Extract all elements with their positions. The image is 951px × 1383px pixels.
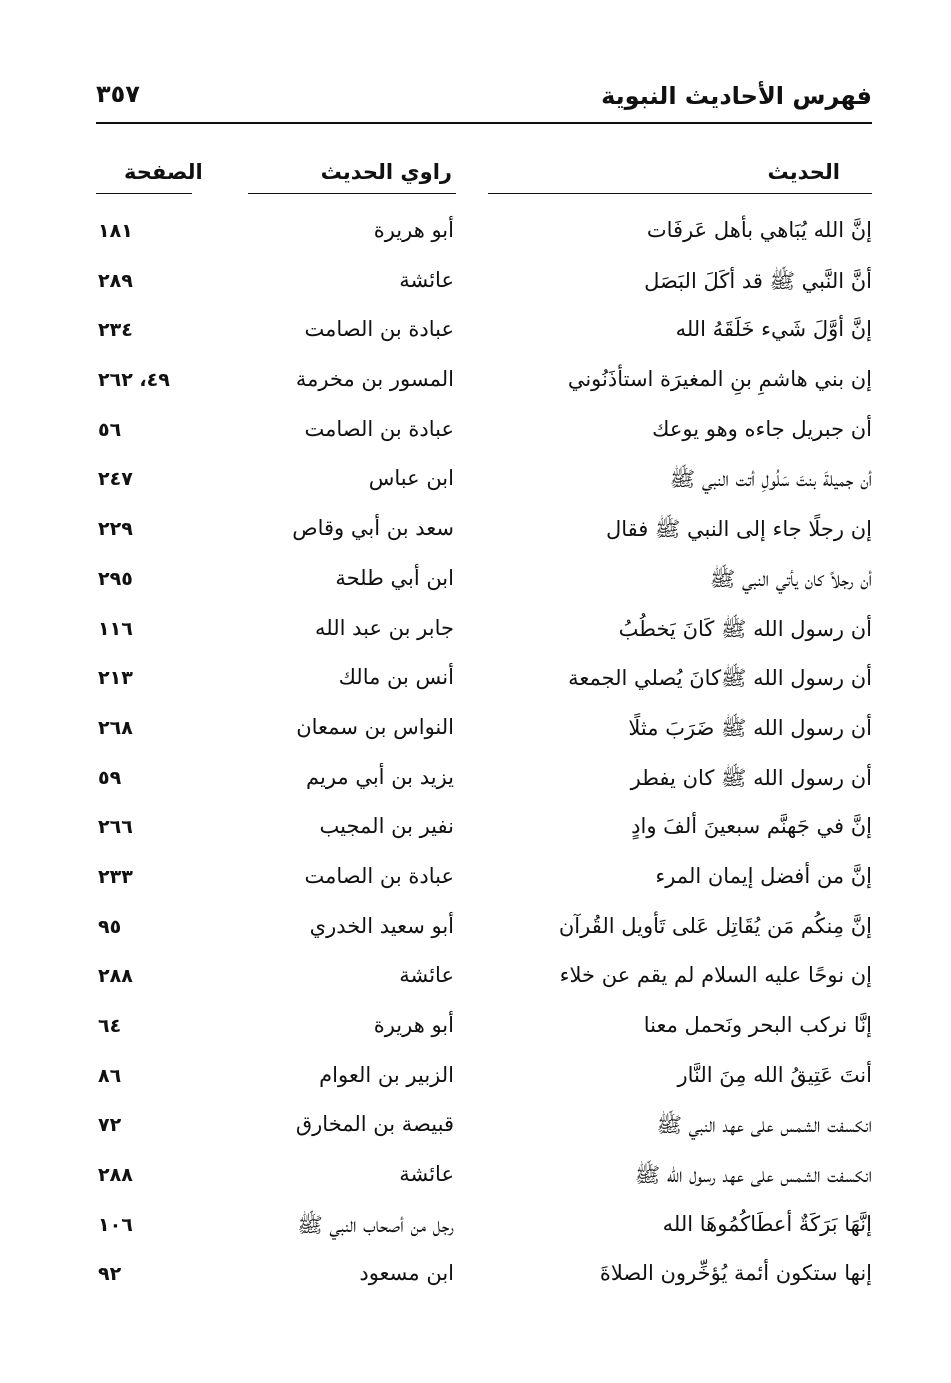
column-header-narrator: راوي الحديث xyxy=(320,160,452,184)
table-row xyxy=(96,359,872,409)
hadith-text: أن جميلةَ بنتَ سَلُولِ أتت النبي ﷺ xyxy=(669,467,872,492)
page-reference: ٢٦٨ xyxy=(98,716,133,739)
table-row xyxy=(96,707,872,757)
table-row xyxy=(96,1055,872,1105)
hadith-text: أن رسول الله ﷺ كان يفطر xyxy=(630,765,872,790)
narrator-name: عائشة xyxy=(399,963,454,988)
narrator-name: قبيصة بن المخارق xyxy=(295,1112,454,1137)
narrator-name: أبو سعيد الخدري xyxy=(309,913,454,938)
narrator-name: عبادة بن الصامت xyxy=(304,416,454,441)
page-reference: ٢٢٩ xyxy=(98,518,133,541)
page-reference: ٧٢ xyxy=(98,1114,122,1137)
hadith-text: انكسفت الشمس على عهد النبي ﷺ xyxy=(656,1113,872,1138)
narrator-name: الزبير بن العوام xyxy=(319,1062,454,1087)
narrator-name: يزيد بن أبي مريم xyxy=(306,764,454,789)
narrator-name: سعد بن أبي وقاص xyxy=(292,516,454,541)
hadith-text: أن رسول الله ﷺكانَ يُصلي الجمعة xyxy=(568,666,872,691)
hadith-text: إنَّ من أفضل إيمان المرء xyxy=(655,863,872,888)
table-row xyxy=(96,1253,872,1303)
table-row xyxy=(96,458,872,508)
table-row xyxy=(96,1154,872,1204)
table-row xyxy=(96,955,872,1005)
hadith-text: انكسفت الشمس على عهد رسول الله ﷺ xyxy=(634,1163,872,1188)
hadith-text: إنَّ مِنكُم مَن يُقَاتِل عَلى تَأويل القُرآن xyxy=(558,913,872,938)
page-reference: ٢١٣ xyxy=(98,667,133,690)
hadith-text: أن رجلاً كان يأتي النبي ﷺ xyxy=(709,566,872,591)
running-title: فهرس الأحاديث النبوية xyxy=(601,82,872,110)
table-row xyxy=(96,409,872,459)
narrator-name: عائشة xyxy=(399,267,454,292)
page-reference: ٥٦ xyxy=(98,418,122,441)
hadith-text: إن بني هاشمِ بنِ المغيرَة استأذَنُوني xyxy=(567,367,872,392)
hadith-text: إنَّ الله يُبَاهي بأهل عَرفَات xyxy=(646,218,872,242)
page-reference: ٢٣٤ xyxy=(98,319,133,342)
narrator-name: أبو هريرة xyxy=(373,218,454,242)
hadith-index-table xyxy=(96,210,872,1303)
page-reference: ٢٨٩ xyxy=(98,269,133,292)
page-number: ٣٥٧ xyxy=(96,80,140,108)
header-underline-page xyxy=(96,193,192,194)
header-underline-narrator xyxy=(248,193,456,194)
narrator-name: جابر بن عبد الله xyxy=(314,615,454,640)
page-reference: ١٨١ xyxy=(98,220,133,242)
header-rule xyxy=(96,122,872,124)
column-header-hadith: الحديث xyxy=(767,160,840,184)
page-reference: ١٠٦ xyxy=(98,1213,133,1236)
narrator-name: عبادة بن الصامت xyxy=(304,863,454,888)
table-row xyxy=(96,1204,872,1254)
page-reference: ٩٥ xyxy=(98,915,122,938)
narrator-name: النواس بن سمعان xyxy=(296,714,454,739)
hadith-text: إنها ستكون أئمة يُؤخِّرون الصلاةَ xyxy=(599,1261,872,1286)
narrator-name: ابن مسعود xyxy=(359,1261,454,1286)
page-reference: ٤٩، ٢٦٢ xyxy=(98,369,170,392)
table-row xyxy=(96,309,872,359)
table-row xyxy=(96,508,872,558)
hadith-text: أن رسول الله ﷺ ضَرَبَ مثلًا xyxy=(628,715,872,740)
hadith-text: إنَّ في جَهنَّم سبعينَ ألفَ وادٍ xyxy=(631,814,872,839)
page-reference: ٢٨٨ xyxy=(98,1164,133,1187)
table-row xyxy=(96,757,872,807)
hadith-text: أنَّ النَّبي ﷺ قد أكَلَ البَصَل xyxy=(644,268,872,293)
page-reference: ٢٣٣ xyxy=(98,865,133,888)
hadith-text: إنَّهَا بَرَكَةٌ أعطَاكُمُوهَا الله xyxy=(662,1211,872,1236)
table-row xyxy=(96,1005,872,1055)
header-underline-hadith xyxy=(488,193,872,194)
table-row xyxy=(96,856,872,906)
column-header-page: الصفحة xyxy=(124,160,203,184)
narrator-name: ابن عباس xyxy=(368,466,454,491)
narrator-name: أنس بن مالك xyxy=(338,665,454,690)
narrator-name: رجل من أصحاب النبي ﷺ xyxy=(297,1212,454,1237)
page-reference: ٩٢ xyxy=(98,1263,122,1286)
narrator-name: ابن أبي طلحة xyxy=(335,565,454,590)
page-reference: ٢٨٨ xyxy=(98,965,133,988)
hadith-text: أن جبريل جاءه وهو يوعك xyxy=(652,416,872,441)
table-row xyxy=(96,210,872,260)
table-row xyxy=(96,806,872,856)
running-header xyxy=(96,72,872,120)
table-header xyxy=(96,150,872,194)
table-row xyxy=(96,1104,872,1154)
table-row xyxy=(96,906,872,956)
page-reference: ٢٩٥ xyxy=(98,567,133,590)
hadith-text: أنتَ عَتِيقُ الله مِنَ النَّار xyxy=(677,1062,872,1087)
page-reference: ٨٦ xyxy=(98,1064,122,1087)
page-reference: ٢٤٧ xyxy=(98,468,133,491)
table-row xyxy=(96,608,872,658)
hadith-text: إنَّا نركب البحر ونَحمل معنا xyxy=(643,1013,872,1037)
page-reference: ٢٦٦ xyxy=(98,816,133,839)
hadith-text: إنَّ أوَّلَ شَيء خَلَقَهُ الله xyxy=(675,317,872,342)
page-reference: ٦٤ xyxy=(98,1015,122,1037)
narrator-name: نفير بن المجيب xyxy=(319,814,454,839)
hadith-text: إن رجلًا جاء إلى النبي ﷺ فقال xyxy=(605,517,872,542)
page-reference: ١١٦ xyxy=(98,617,133,640)
table-row xyxy=(96,657,872,707)
narrator-name: المسور بن مخرمة xyxy=(295,367,454,392)
table-row xyxy=(96,558,872,608)
narrator-name: عائشة xyxy=(399,1162,454,1187)
narrator-name: عبادة بن الصامت xyxy=(304,317,454,342)
hadith-text: إن نوحًا عليه السلام لم يقم عن خلاء xyxy=(559,963,872,988)
hadith-text: أن رسول الله ﷺ كَانَ يَخطُبُ xyxy=(618,616,872,641)
page-reference: ٥٩ xyxy=(98,766,122,789)
narrator-name: أبو هريرة xyxy=(373,1013,454,1037)
table-row xyxy=(96,260,872,310)
